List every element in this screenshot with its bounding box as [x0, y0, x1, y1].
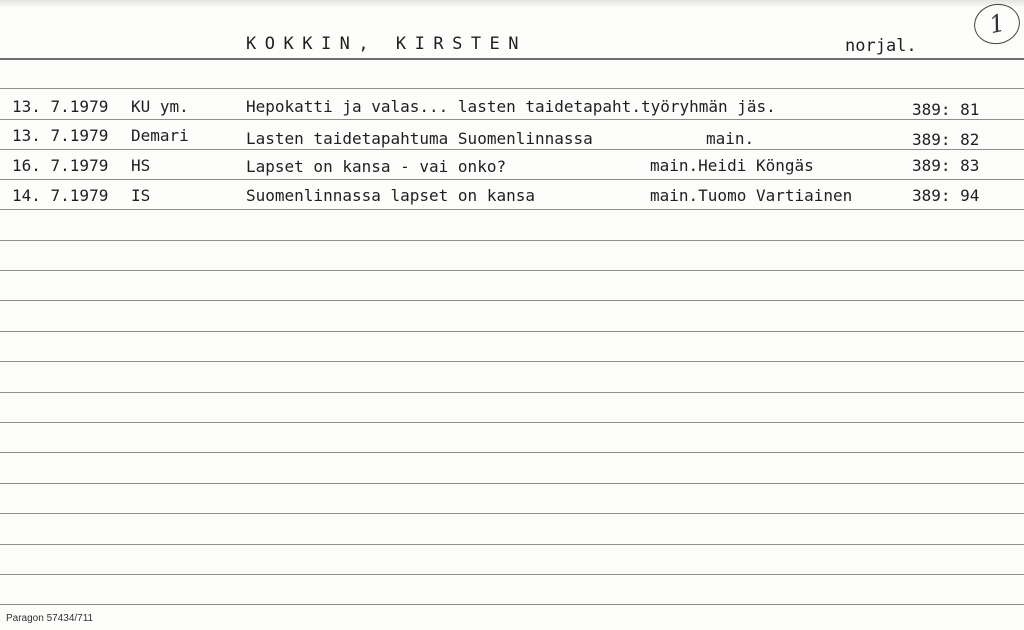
ruled-line [0, 240, 1024, 241]
ruled-line [0, 209, 1024, 210]
entry-title: Suomenlinnassa lapset on kansa [246, 186, 535, 205]
entry-source: KU ym. [131, 97, 189, 116]
printer-imprint: Paragon 57434/711 [6, 613, 94, 624]
ruled-line [0, 119, 1024, 120]
header-rule [0, 58, 1024, 60]
ruled-line [0, 88, 1024, 89]
entry-note: main. [706, 129, 755, 148]
entry-reference: 389: 81 [912, 100, 980, 119]
entry-source: HS [131, 156, 151, 175]
person-name: KOKKIN, KIRSTEN [246, 34, 528, 54]
ruled-line [0, 179, 1024, 180]
ruled-line [0, 544, 1024, 545]
ruled-line [0, 513, 1024, 514]
ruled-line [0, 452, 1024, 453]
ruled-line [0, 422, 1024, 423]
card-number-badge: 1 [970, 0, 1023, 48]
entry-title: Hepokatti ja valas... lasten taidetapaht.työryhmän jäs. [246, 97, 776, 116]
entry-note: main.Tuomo Vartiainen [650, 186, 853, 205]
entry-date: 13. 7.1979 [12, 126, 109, 145]
entry-note: main.Heidi Köngäs [650, 156, 814, 175]
ruled-line [0, 361, 1024, 362]
entry-date: 13. 7.1979 [12, 97, 109, 116]
entry-source: Demari [131, 126, 189, 145]
ruled-line [0, 300, 1024, 301]
ruled-line [0, 483, 1024, 484]
entry-reference: 389: 94 [912, 186, 980, 205]
category-label: norjal. [845, 36, 917, 56]
entry-date: 14. 7.1979 [12, 186, 109, 205]
ruled-line [0, 574, 1024, 575]
entry-title: Lasten taidetapahtuma Suomenlinnassa [246, 129, 593, 148]
entry-date: 16. 7.1979 [12, 156, 109, 175]
ruled-line [0, 604, 1024, 605]
entry-source: IS [131, 186, 151, 205]
ruled-line [0, 392, 1024, 393]
card-top-edge [0, 0, 1024, 8]
ruled-line [0, 331, 1024, 332]
ruled-line [0, 149, 1024, 150]
entry-title: Lapset on kansa - vai onko? [246, 157, 507, 176]
entry-reference: 389: 82 [912, 130, 980, 149]
ruled-line [0, 270, 1024, 271]
entry-reference: 389: 83 [912, 156, 980, 175]
